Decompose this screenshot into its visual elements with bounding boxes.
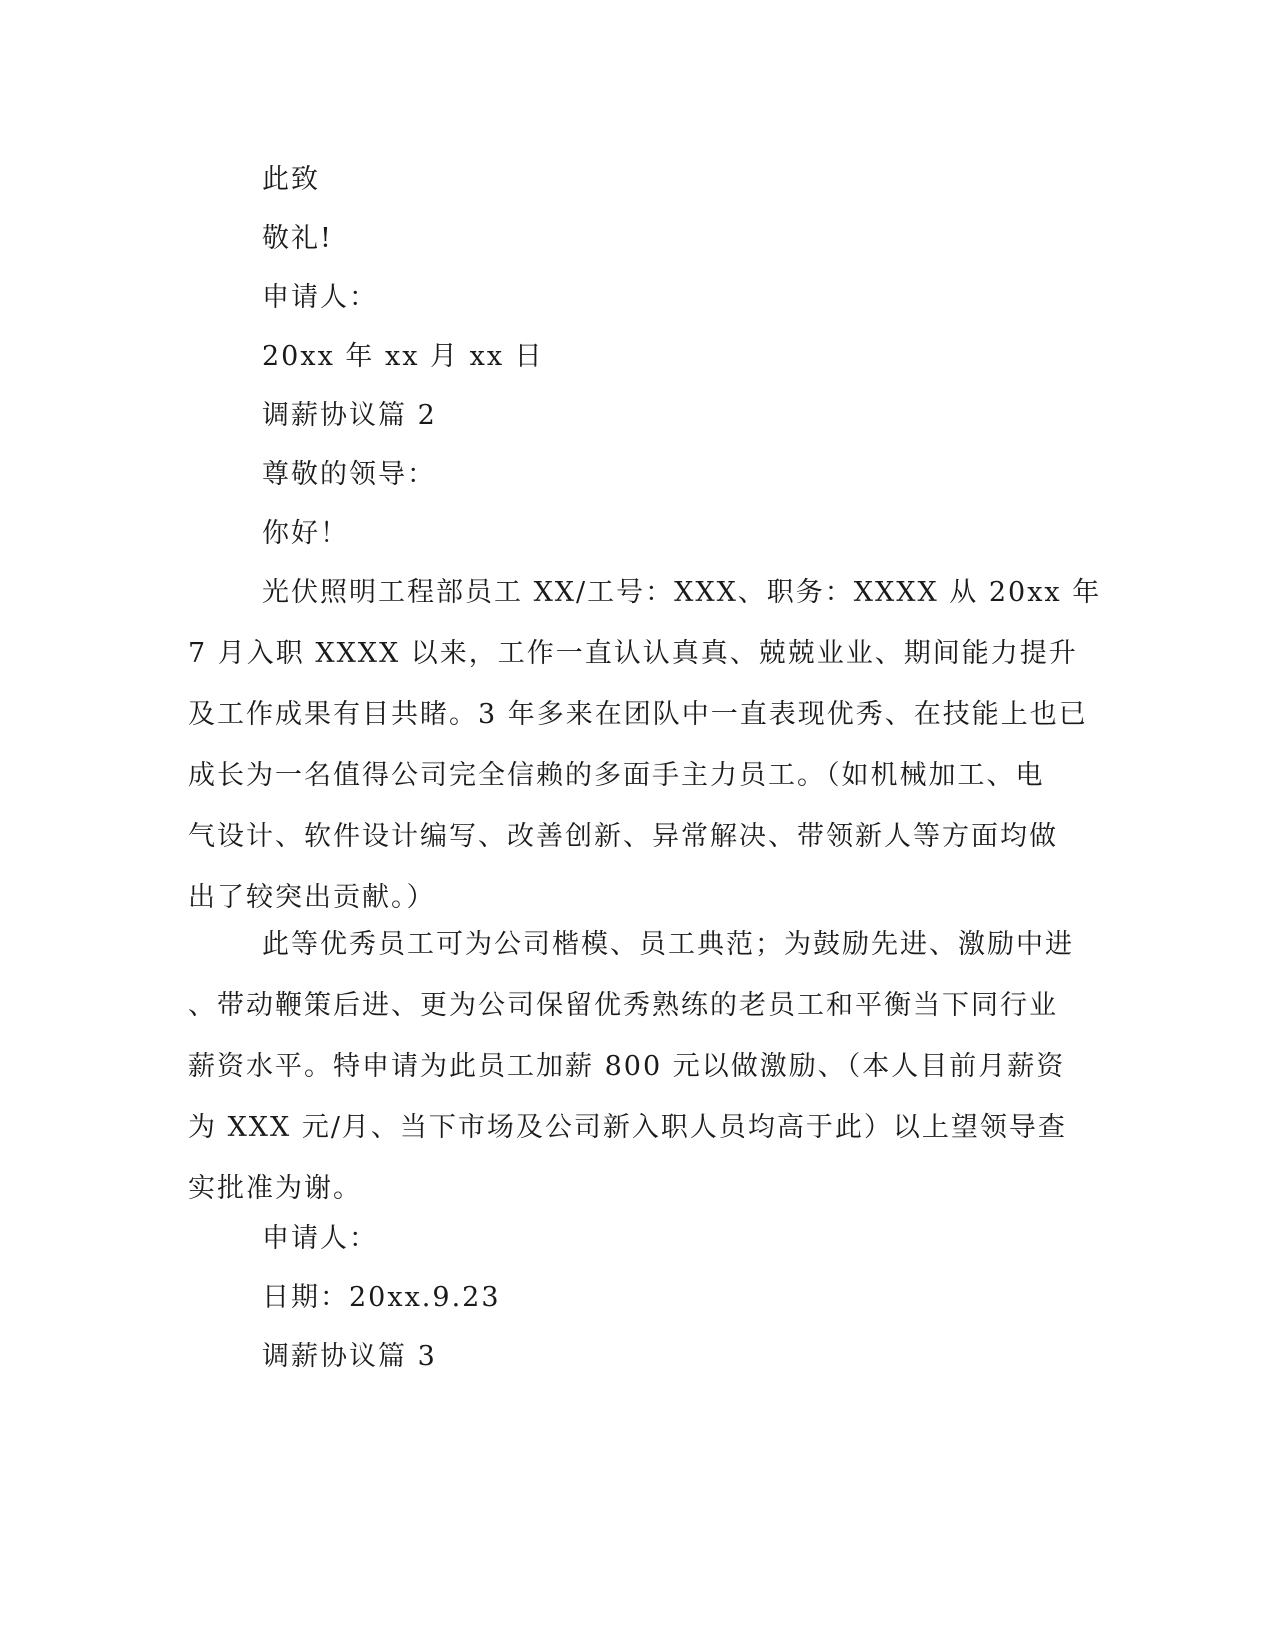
paragraph-line: 薪资水平。特申请为此员工加薪 800 元以做激励、（本人目前月薪资 — [188, 1051, 1066, 1082]
paragraph-line: 、带动鞭策后进、更为公司保留优秀熟练的老员工和平衡当下同行业 — [188, 990, 1058, 1021]
section2-salutation: 尊敬的领导： — [262, 459, 436, 490]
paragraph-line: 此等优秀员工可为公司楷模、员工典范；为鼓励先进、激励中进 — [262, 929, 1074, 960]
paragraph-line: 光伏照明工程部员工 XX/工号：XXX、职务：XXXX 从 20xx 年 — [262, 577, 1102, 608]
section2-applicant: 申请人： — [262, 1223, 378, 1254]
closing-ci-zhi: 此致 — [262, 164, 320, 195]
section2-greeting: 你好！ — [262, 518, 349, 549]
section2-date: 日期：20xx.9.23 — [262, 1282, 501, 1313]
paragraph-line: 7 月入职 XXXX 以来，工作一直认认真真、兢兢业业、期间能力提升 — [188, 638, 1078, 669]
section2-paragraph-1 — [188, 573, 1102, 939]
closing-date: 20xx 年 xx 月 xx 日 — [262, 341, 544, 372]
closing-applicant: 申请人： — [262, 282, 378, 313]
closing-jing-li: 敬礼! — [262, 223, 333, 254]
paragraph-line: 出了较突出贡献。） — [188, 882, 436, 913]
paragraph-line: 气设计、软件设计编写、改善创新、异常解决、带领新人等方面均做 — [188, 821, 1058, 852]
paragraph-line: 成长为一名值得公司完全信赖的多面手主力员工。（如机械加工、电 — [188, 760, 1045, 791]
section3-title: 调薪协议篇 3 — [262, 1341, 437, 1372]
section2-title: 调薪协议篇 2 — [262, 400, 437, 431]
section2-paragraph-2 — [188, 925, 1074, 1230]
paragraph-line: 实批准为谢。 — [188, 1173, 362, 1204]
paragraph-line: 为 XXX 元/月、当下市场及公司新入职人员均高于此）以上望领导查 — [188, 1112, 1067, 1143]
paragraph-line: 及工作成果有目共睹。3 年多来在团队中一直表现优秀、在技能上也已 — [188, 699, 1088, 730]
